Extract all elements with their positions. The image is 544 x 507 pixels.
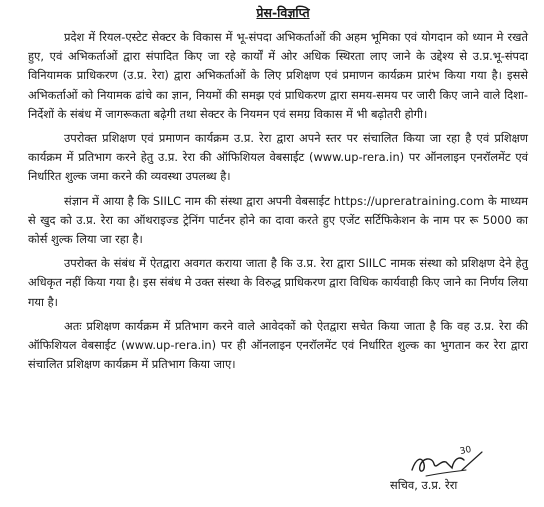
signatory-designation: सचिव, उ.प्र. रेरा: [390, 478, 458, 492]
paragraph-caution: अतः प्रशिक्षण कार्यक्रम में प्रतिभाग करने वाले आवेदकों को ऐतद्वारा सचेत किया जाता है कि वह उ.प्र. रेरा की ऑफिशियल वेबसाईट (www.up-rera.in) पर ही ऑनलाइन एनरॉलमेंट एवं निर्धारित शुल्क का भुगतान कर रेरा द्वारा संचालित प्रशिक्षण कार्यक्रम में प्रतिभाग किया जाए।: [28, 318, 528, 372]
signature-block: [368, 444, 518, 502]
paragraph-siilc-notice: संज्ञान में आया है कि SIILC नाम की संस्था द्वारा अपनी वेबसाईट https://upreratraining.com के माध्यम से खुद को उ.प्र. रेरा का ऑथराइज्ड ट्रेनिंग पार्टनर होने का दावा करते हुए एजेंट सर्टिफिकेशन के नाम पर रू 5000 का कोर्स शुल्क लिया जा रहा है।: [28, 193, 528, 247]
document-title: प्रेस-विज्ञप्ति: [256, 5, 310, 20]
paragraph-official-program: उपरोक्त प्रशिक्षण एवं प्रमाणन कार्यक्रम उ.प्र. रेरा द्वारा अपने स्तर पर संचालित किया जा रहा है एवं प्रशिक्षण कार्यक्रम में प्रतिभाग करने हेतु उ.प्र. रेरा की ऑफिशियल वेबसाईट (www.up-rera.in) पर ऑनलाइन एनरॉलमेंट एवं निर्धारित शुल्क जमा करने की व्यवस्था उपलब्ध है।: [28, 131, 528, 184]
paragraph-not-authorized: उपरोक्त के संबंध में ऐतद्वारा अवगत कराया जाता है कि उ.प्र. रेरा द्वारा SIILC नामक संस्था को प्रशिक्षण देने हेतु अधिकृत नहीं किया गया है। इस संबंध मे उक्त संस्था के विरुद्ध प्राधिकरण द्वारा विधिक कार्यवाही किए जाने का निर्णय लिया गया है।: [28, 256, 528, 309]
handwritten-signature: [406, 448, 486, 480]
signature-date-note: 30: [459, 444, 473, 458]
paragraph-introduction: प्रदेश में रियल-एस्टेट सेक्टर के विकास में भू-संपदा अभिकर्ताओं की अहम भूमिका एवं योगदान को ध्यान मे रखते हुए, एवं अभिकर्ताओं द्वारा संपादित किए जा रहे कार्यों में ओर अधिक स्थिरता लाए जाने के उद्देश्य से उ.प्र.भू-संपदा विनियामक प्राधिकरण (उ.प्र. रेरा) द्वारा अभिकर्ताओं के लिए प्रशिक्षण एवं प्रमाणन कार्यक्रम प्रारंभ किया गया है। इससे अभिकर्ताओं को नियामक ढांचे का ज्ञान, नियमों की समझ एवं प्राधिकरण द्वारा समय-समय पर जारी किए जाने वाले दिशा-निर्देशों के संबंध में जागरूकता बढ़ेगी तथा सेक्टर के नियमन एवं समग्र विकास में भी बढ़ोतरी होगी।: [28, 30, 528, 121]
